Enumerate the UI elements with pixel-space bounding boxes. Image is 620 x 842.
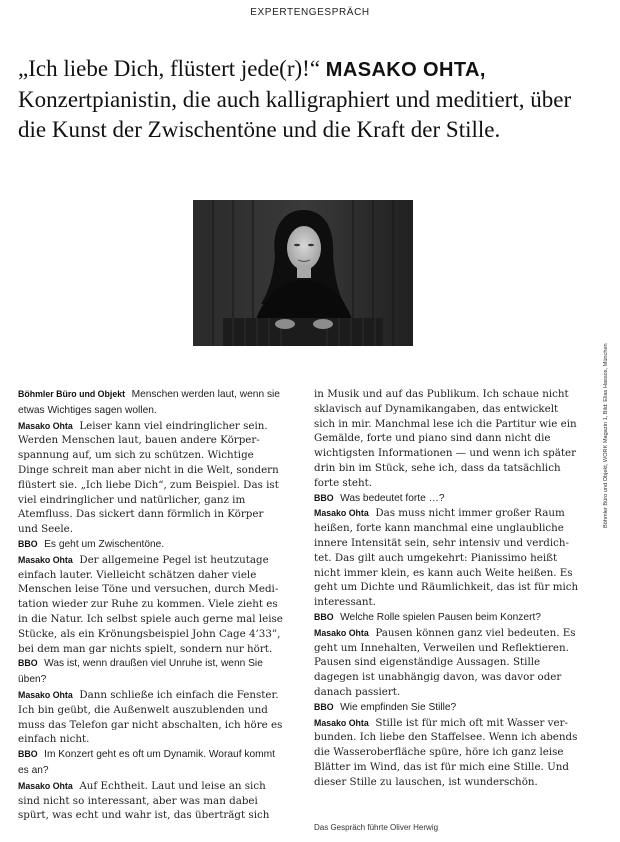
speaker-label: BBO bbox=[314, 611, 334, 622]
interview-column-left bbox=[18, 387, 283, 823]
question-text: Es geht um Zwischentöne. bbox=[44, 538, 165, 550]
question-text: Wie empfinden Sie Stille? bbox=[340, 701, 457, 713]
interview-paragraph-continued bbox=[314, 387, 579, 491]
interview-paragraph bbox=[314, 506, 579, 610]
speaker-label: BBO bbox=[18, 749, 38, 760]
photo-credit: Böhmler Büro und Objekt, WORK Magazin 1, Bild: Elias Hassos, München bbox=[603, 343, 609, 528]
answer-text: Stille ist für mich oft mit Wasser verbunden. Ich liebe den Staffelsee. Wenn ich abends die Wasseroberfläche spüre, höre ich ganz leise Blätter im Wind, das ist für mich eine Stille. Und dieser Stille zu lauschen, ist wunderschön. bbox=[314, 716, 578, 788]
question-text: Welche Rolle spielen Pausen beim Konzert? bbox=[340, 611, 541, 623]
question-text: Was ist, wenn draußen viel Unruhe ist, wenn Sie üben? bbox=[18, 658, 263, 686]
answer-text: Das muss nicht immer großer Raum heißen, forte kann manchmal eine unglaubliche innere Intensität sein, sehr intensiv und verdichtet. Das gilt auch umgekehrt: Pianissimo heißt nicht immer klein, es kann auch Weite heißen. Es geht um Dichte und Räumlichkeit, das ist für mich interessant. bbox=[314, 507, 579, 609]
question-text: Im Konzert geht es oft um Dynamik. Worauf kommt es an? bbox=[18, 749, 275, 776]
interview-paragraph bbox=[314, 626, 579, 700]
speaker-label: BBO bbox=[18, 538, 38, 549]
interviewer-credit: Das Gespräch führte Oliver Herwig bbox=[314, 823, 439, 832]
speaker-label: Masako Ohta bbox=[18, 554, 73, 565]
headline-name: MASAKO OHTA, bbox=[325, 59, 486, 81]
interview-paragraph bbox=[18, 419, 283, 537]
interview-paragraph bbox=[314, 716, 579, 790]
portrait-illustration bbox=[193, 200, 413, 346]
interview-paragraph bbox=[18, 688, 283, 747]
headline-rest: Konzertpianistin, die auch kalligraphiert und meditiert, über die Kunst der Zwischentöne und die Kraft der Stille. bbox=[18, 87, 572, 142]
speaker-label: BBO bbox=[314, 701, 334, 712]
interview-paragraph bbox=[18, 553, 283, 657]
answer-text: Auf Echtheit. Laut und leise an sich sind nicht so interessant, aber was man dabei spürt, was echt und wahr ist, das überträgt sich bbox=[18, 779, 270, 822]
answer-text: Leiser kann viel eindringlicher sein. Werden Menschen laut, bauen andere Körperspannung auf, um sich zu schützen. Wichtige Dinge schreit man aber nicht in die Welt, sondern flüstert sie. „Ich liebe Dich“, zum Beispiel. Das ist viel eindringlicher und natürlicher, ganz im Atemfluss. Das sickert dann förmlich in Körper und Seele. bbox=[18, 419, 279, 536]
speaker-label: Masako Ohta bbox=[18, 420, 73, 431]
interview-paragraph bbox=[18, 387, 283, 419]
interview-column-right bbox=[314, 387, 579, 790]
question-text: Was bedeutet forte …? bbox=[340, 492, 445, 504]
interview-paragraph bbox=[314, 610, 579, 626]
answer-text: Der allgemeine Pegel ist heutzutage einfach lauter. Vielleicht schätzen daher viele Menschen leise Töne und versuchen, durch Meditation wieder zur Ruhe zu kommen. Viele zieht es in die Natur. Ich selbst spiele auch gerne mal leise Stücke, als ein Krönungsbeispiel John Cage 4’33”, bei dem man gar nichts spielt, sondern nur hört. bbox=[18, 553, 283, 655]
interview-paragraph bbox=[314, 491, 579, 507]
headline bbox=[18, 54, 578, 145]
speaker-label: Masako Ohta bbox=[18, 780, 73, 791]
question-text: Menschen werden laut, wenn sie etwas Wichtiges sagen wollen. bbox=[18, 389, 280, 416]
interview-paragraph bbox=[18, 747, 283, 779]
section-label: EXPERTENGESPRÄCH bbox=[250, 7, 370, 18]
speaker-label: Böhmler Büro und Objekt bbox=[18, 389, 126, 399]
answer-text-continued: in Musik und auf das Publikum. Ich schaue nicht sklavisch auf Dynamikangaben, das entwickelt sich in mir. Manchmal lese ich die Partitur wie ein Gemälde, forte und piano sind dann nicht die wichtigsten Informationen — und wenn ich später drin bin im Stück, sehe ich, dass da tatsächlich forte steht. bbox=[314, 388, 577, 489]
answer-text: Pausen können ganz viel bedeuten. Es geht um Innehalten, Verweilen und Reflektieren. Pausen sind eigenständige Aussagen. Stille dagegen ist unabhängig davon, was davor oder danach passiert. bbox=[314, 626, 576, 698]
speaker-label: BBO bbox=[18, 658, 38, 669]
speaker-label: Masako Ohta bbox=[18, 689, 73, 700]
interview-paragraph bbox=[314, 700, 579, 716]
portrait-photo bbox=[193, 200, 413, 346]
interview-paragraph bbox=[18, 779, 283, 823]
speaker-label: BBO bbox=[314, 492, 334, 503]
headline-quote: „Ich liebe Dich, flüstert jede(r)!“ bbox=[18, 56, 321, 81]
speaker-label: Masako Ohta bbox=[314, 717, 369, 728]
speaker-label: Masako Ohta bbox=[314, 508, 369, 519]
interview-paragraph bbox=[18, 656, 283, 688]
speaker-label: Masako Ohta bbox=[314, 627, 369, 638]
interview-paragraph bbox=[18, 537, 283, 553]
answer-text: Dann schließe ich einfach die Fenster. Ich bin geübt, die Außenwelt auszublenden und muss das Telefon gar nicht abschalten, ich höre es einfach nicht. bbox=[18, 688, 283, 746]
